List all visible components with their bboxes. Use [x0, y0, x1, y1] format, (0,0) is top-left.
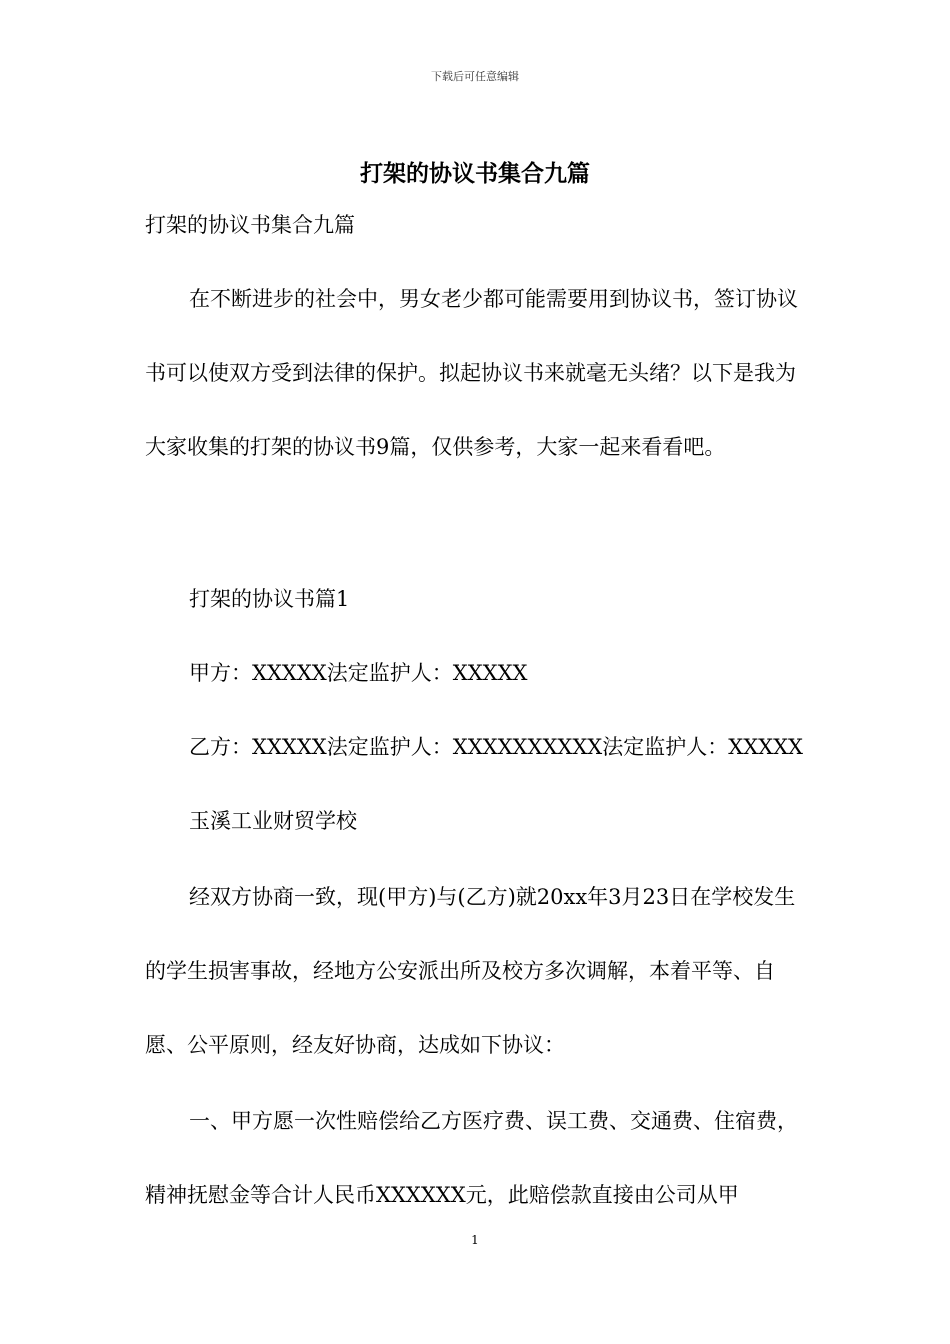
header-note: 下载后可任意编辑	[431, 70, 519, 83]
clause-one-paragraph: 一、甲方愿一次性赔偿给乙方医疗费、误工费、交通费、住宿费，精神抚慰金等合计人民币XXXXXX元，此赔偿款直接由公司从甲	[145, 1109, 798, 1207]
party-a-line: 甲方：XXXXX法定监护人：XXXXX	[189, 661, 528, 685]
negotiation-paragraph: 经双方协商一致，现(甲方)与(乙方)就20xx年3月23日在学校发生的学生损害事故，经地方公安派出所及校方多次调解，本着平等、自愿、公平原则，经友好协商，达成如下协议：	[145, 885, 796, 1057]
intro-paragraph: 在不断进步的社会中，男女老少都可能需要用到协议书，签订协议书可以使双方受到法律的保护。拟起协议书来就毫无头绪？以下是我为大家收集的打架的协议书9篇，仅供参考，大家一起来看看吧。	[145, 287, 798, 459]
document-subtitle: 打架的协议书集合九篇	[145, 213, 355, 237]
document-title: 打架的协议书集合九篇	[360, 160, 590, 187]
page-number: 1	[471, 1233, 479, 1247]
school-name: 玉溪工业财贸学校	[189, 809, 357, 833]
party-b-line: 乙方：XXXXX法定监护人：XXXXXXXXXX法定监护人：XXXXX	[189, 735, 804, 759]
section-heading: 打架的协议书篇1	[189, 587, 350, 611]
